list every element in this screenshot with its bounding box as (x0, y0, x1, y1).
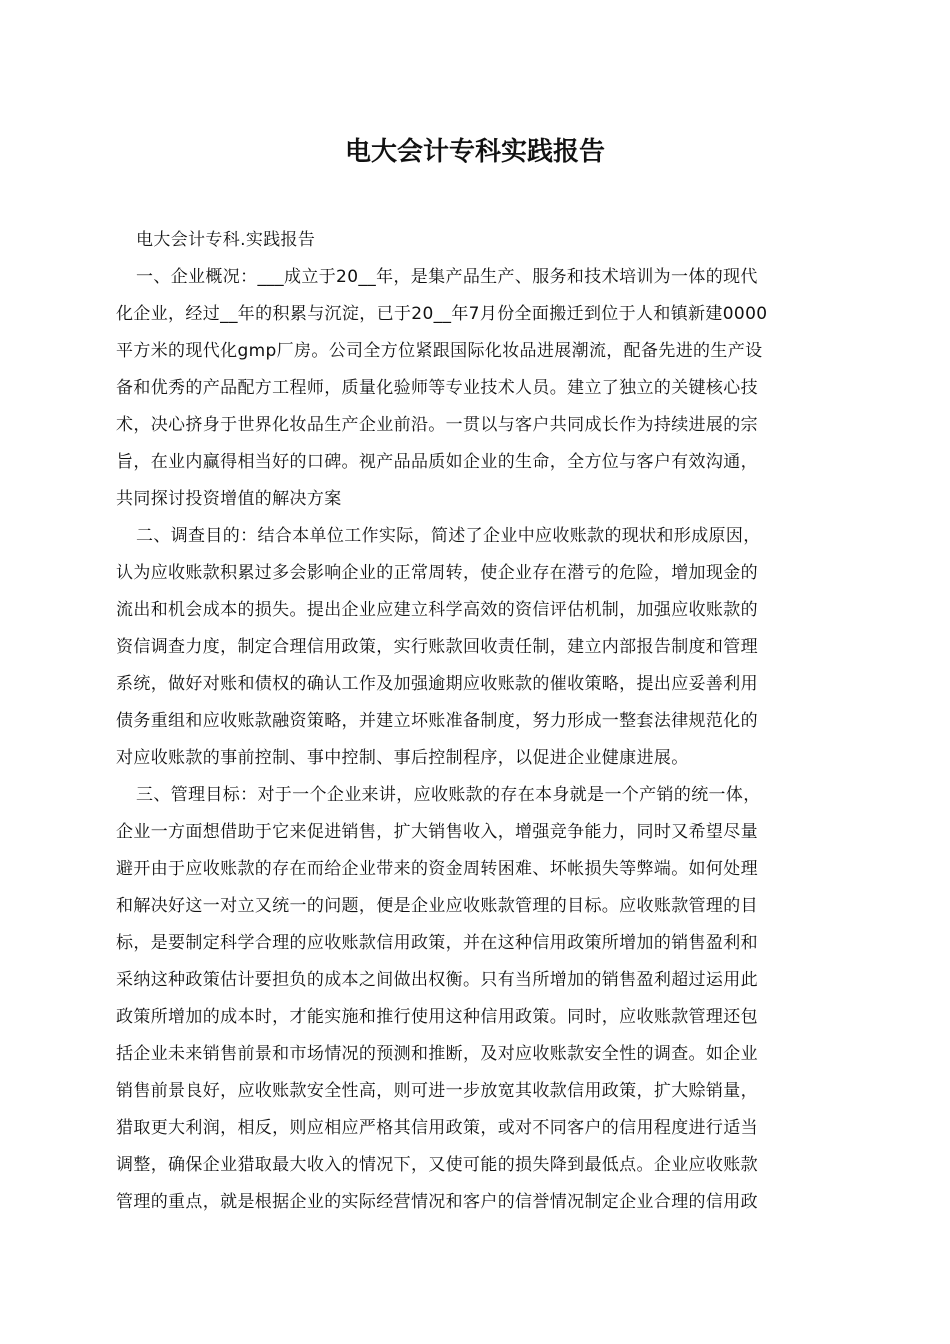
paragraph-line: 化企业，经过__年的积累与沉淀，已于20__年7月份全面搬迁到位于人和镇新建0000 (116, 304, 768, 324)
paragraph-line: 共同探讨投资增值的解决方案 (116, 489, 342, 509)
paragraph-line: 避开由于应收账款的存在而给企业带来的资金周转困难、坏帐损失等弊端。如何处理 (116, 859, 758, 879)
paragraph-line: 三、管理目标：对于一个企业来讲，应收账款的存在本身就是一个产销的统一体， (136, 785, 761, 805)
paragraph-management-goal (116, 777, 836, 1221)
paragraph-line: 企业一方面想借助于它来促进销售，扩大销售收入，增强竞争能力，同时又希望尽量 (116, 822, 758, 842)
document-subtitle: 电大会计专科.实践报告 (136, 230, 316, 250)
paragraph-line: 调整，确保企业猎取最大收入的情况下，又使可能的损失降到最低点。企业应收账款 (116, 1155, 758, 1175)
paragraph-line: 政策所增加的成本时，才能实施和推行使用这种信用政策。同时，应收账款管理还包 (116, 1007, 758, 1027)
paragraph-line: 管理的重点，就是根据企业的实际经营情况和客户的信誉情况制定企业合理的信用政 (116, 1192, 758, 1212)
paragraph-line: 流出和机会成本的损失。提出企业应建立科学高效的资信评估机制，加强应收账款的 (116, 600, 758, 620)
paragraph-company-overview (116, 259, 836, 518)
paragraph-line: 采纳这种政策估计要担负的成本之间做出权衡。只有当所增加的销售盈利超过运用此 (116, 970, 758, 990)
paragraph-line: 和解决好这一对立又统一的问题，便是企业应收账款管理的目标。应收账款管理的目 (116, 896, 758, 916)
paragraph-line: 二、调查目的：结合本单位工作实际，简述了企业中应收账款的现状和形成原因， (136, 526, 761, 546)
paragraph-line: 术，决心挤身于世界化妆品生产企业前沿。一贯以与客户共同成长作为持续进展的宗 (116, 415, 758, 435)
paragraph-line: 括企业未来销售前景和市场情况的预测和推断，及对应收账款安全性的调查。如企业 (116, 1044, 758, 1064)
page-title: 电大会计专科实践报告 (344, 137, 605, 167)
paragraph-line: 平方米的现代化gmp厂房。公司全方位紧跟国际化妆品进展潮流，配备先进的生产设 (116, 341, 763, 361)
paragraph-line: 一、企业概况：___成立于20__年，是集产品生产、服务和技术培训为一体的现代 (136, 267, 758, 287)
paragraph-line: 销售前景良好，应收账款安全性高，则可进一步放宽其收款信用政策，扩大赊销量， (116, 1081, 758, 1101)
paragraph-line: 系统，做好对账和债权的确认工作及加强逾期应收账款的催收策略，提出应妥善利用 (116, 674, 758, 694)
paragraph-line: 债务重组和应收账款融资策略，并建立坏账准备制度，努力形成一整套法律规范化的 (116, 711, 758, 731)
paragraph-line: 认为应收账款积累过多会影响企业的正常周转，使企业存在潜亏的危险，增加现金的 (116, 563, 758, 583)
paragraph-line: 旨，在业内赢得相当好的口碑。视产品品质如企业的生命，全方位与客户有效沟通， (116, 452, 758, 472)
document-body (116, 222, 836, 1221)
paragraph-line: 标，是要制定科学合理的应收账款信用政策，并在这种信用政策所增加的销售盈利和 (116, 933, 758, 953)
paragraph-line: 备和优秀的产品配方工程师，质量化验师等专业技术人员。建立了独立的关键核心技 (116, 378, 758, 398)
paragraph-line: 猎取更大利润，相反，则应相应严格其信用政策，或对不同客户的信用程度进行适当 (116, 1118, 758, 1138)
paragraph-line: 对应收账款的事前控制、事中控制、事后控制程序，以促进企业健康进展。 (116, 748, 689, 768)
paragraph-line: 资信调查力度，制定合理信用政策，实行账款回收责任制，建立内部报告制度和管理 (116, 637, 758, 657)
paragraph-survey-purpose (116, 518, 836, 777)
